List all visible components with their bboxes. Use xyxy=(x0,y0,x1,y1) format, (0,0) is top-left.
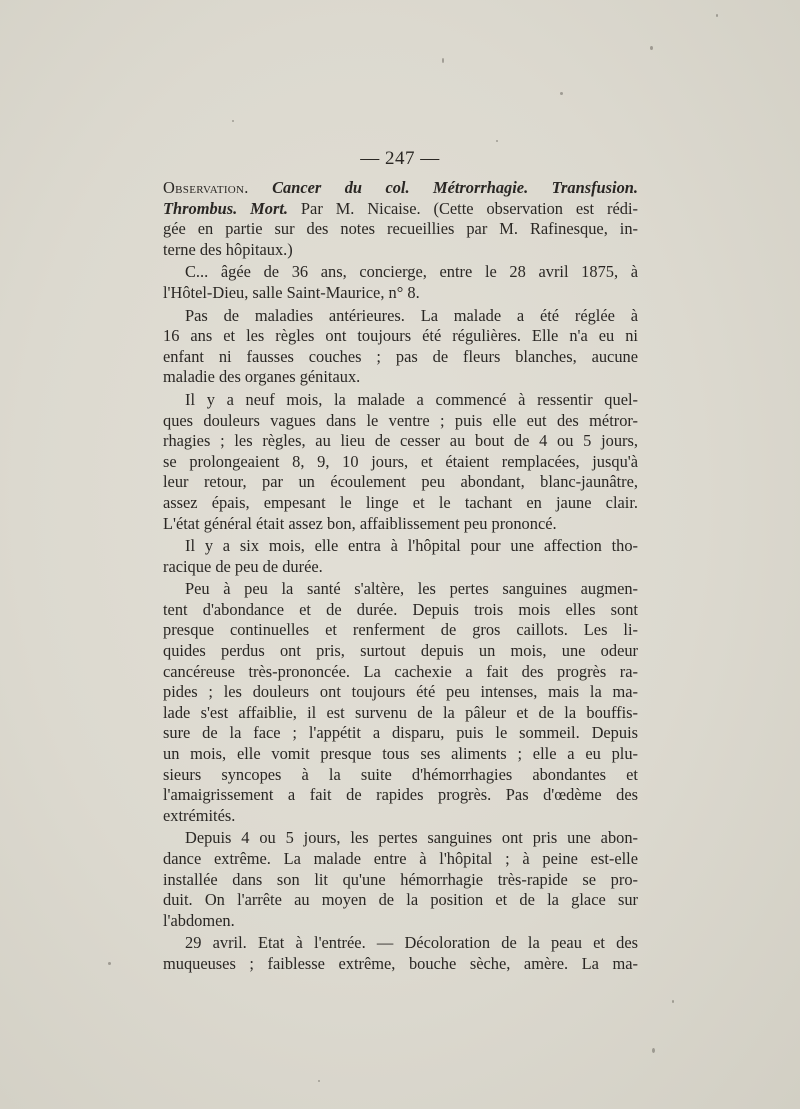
text-line: se prolongeaient 8, 9, 10 jours, et étaient remplacées, jusqu'à xyxy=(163,451,638,471)
observation-title-part1: Cancer du col. Métrorrhagie. Transfusion. xyxy=(272,178,638,197)
text-line: L'état général était assez bon, affaiblissement peu prononcé. xyxy=(163,513,557,533)
text-line: quides perdus ont pris, surtout depuis un mois, une odeur xyxy=(163,641,638,661)
text-line: muqueuses ; faiblesse extrême, bouche sèche, amère. La ma- xyxy=(163,953,638,973)
paper-speck xyxy=(560,92,563,95)
text-line: l'Hôtel-Dieu, salle Saint-Maurice, n° 8. xyxy=(163,282,420,302)
text-line: enfant ni fausses couches ; pas de fleurs blanches, aucune xyxy=(163,346,638,366)
paper-speck xyxy=(652,1048,655,1053)
text-line: 16 ans et les règles ont toujours été régulières. Elle n'a eu ni xyxy=(163,326,638,346)
text-line: cancéreuse très-prononcée. La cachexie a fait des progrès ra- xyxy=(163,661,638,681)
text-line: pides ; les douleurs ont toujours été peu intenses, mais la ma- xyxy=(163,682,638,702)
paper-speck xyxy=(716,14,718,17)
text-line: l'abdomen. xyxy=(163,910,235,930)
text-line: Il y a neuf mois, la malade a commencé à ressentir quel- xyxy=(185,389,638,409)
paragraph xyxy=(163,306,638,388)
paper-speck xyxy=(108,962,111,965)
heading-line xyxy=(163,199,638,220)
observation-heading xyxy=(163,178,638,260)
text-line: presque continuelles et renferment de gros caillots. Les li- xyxy=(163,620,638,640)
paragraph xyxy=(163,828,638,931)
text-line: racique de peu de durée. xyxy=(163,556,323,576)
text-line: leur retour, par un écoulement peu abondant, blanc-jaunâtre, xyxy=(163,472,638,492)
text-line: Pas de maladies antérieures. La malade a été réglée à xyxy=(185,305,638,325)
text-line: duit. On l'arrête au moyen de la position et de la glace sur xyxy=(163,890,638,910)
text-line: gée en partie sur des notes recueillies par M. Rafinesque, in- xyxy=(163,219,638,239)
text-line: lade s'est affaiblie, il est survenu de la pâleur et de la bouffis- xyxy=(163,702,638,722)
paragraph xyxy=(163,536,638,577)
heading-line xyxy=(163,178,638,199)
text-line: l'amaigrissement a fait de rapides progrès. Pas d'œdème des xyxy=(163,785,638,805)
text-line: extrémités. xyxy=(163,805,236,825)
text-line: dance extrême. La malade entre à l'hôpital ; à peine est-elle xyxy=(163,849,638,868)
paper-speck xyxy=(232,120,234,122)
text-line: C... âgée de 36 ans, concierge, entre le 28 avril 1875, à xyxy=(185,262,638,282)
text-line: un mois, elle vomit presque tous ses aliments ; elle a eu plu- xyxy=(163,744,638,764)
text-line: tent d'abondance et de durée. Depuis trois mois elles sont xyxy=(163,599,638,619)
text-line: installée dans son lit qu'une hémorrhagie très-rapide se pro- xyxy=(163,869,638,889)
text-line: Il y a six mois, elle entra à l'hôpital pour une affection tho- xyxy=(185,536,638,556)
text-line: sieurs syncopes à la suite d'hémorrhagies abondantes et xyxy=(163,764,638,784)
paragraph xyxy=(163,262,638,303)
paragraph xyxy=(163,390,638,534)
text-line: Peu à peu la santé s'altère, les pertes sanguines augmen- xyxy=(185,579,638,599)
text-line: maladie des organes génitaux. xyxy=(163,367,361,387)
paper-speck xyxy=(496,140,498,142)
paper-speck xyxy=(318,1080,320,1082)
observation-title-part2: Thrombus. Mort. xyxy=(163,198,288,218)
observation-intro: Par M. Nicaise. (Cette observation est rédi- xyxy=(300,198,638,218)
paragraph xyxy=(163,579,638,826)
text-line: assez épais, empesant le linge et le tachant en jaune clair. xyxy=(163,492,638,512)
page-number: — 247 — xyxy=(360,148,440,169)
text-line: Depuis 4 ou 5 jours, les pertes sanguines ont pris une abon- xyxy=(185,828,638,848)
text-line: ques douleurs vagues dans le ventre ; puis elle eut des métror- xyxy=(163,410,638,430)
text-line: terne des hôpitaux.) xyxy=(163,239,293,259)
paper-speck xyxy=(650,46,653,50)
paper-speck xyxy=(672,1000,674,1003)
observation-text xyxy=(163,178,638,977)
text-line: rhagies ; les règles, au lieu de cesser au bout de 4 ou 5 jours, xyxy=(163,431,638,451)
text-line: sure de la face ; l'appétit a disparu, puis le sommeil. Depuis xyxy=(163,723,638,743)
observation-label: Observation. xyxy=(163,178,249,197)
text-line: 29 avril. Etat à l'entrée. — Décoloration de la peau et des xyxy=(185,933,638,953)
paragraph xyxy=(163,933,638,974)
paper-speck xyxy=(442,58,444,63)
